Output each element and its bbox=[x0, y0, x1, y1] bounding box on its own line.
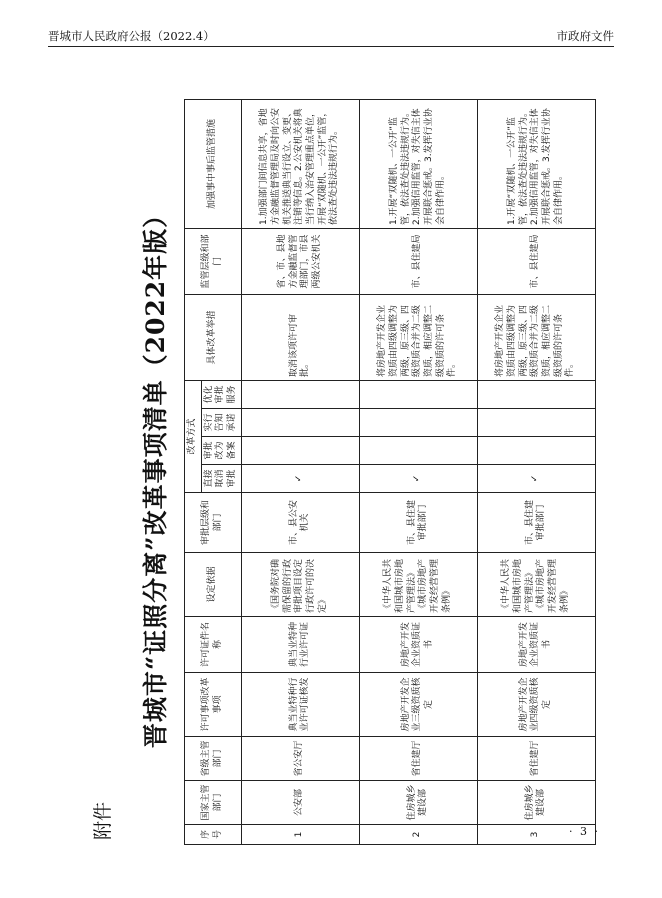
rotated-content bbox=[80, 80, 600, 870]
cell-to-filing bbox=[477, 437, 595, 465]
header-reform-group: 改革方式 bbox=[185, 380, 202, 492]
cell-license-name: 房地产开发企业资质证书 bbox=[477, 617, 595, 673]
cell-commitment bbox=[359, 409, 477, 437]
cell-supervision-level: 市、县住建局 bbox=[477, 228, 595, 294]
cell-supervision-measures: 1.开展“双随机、一公开”监管，依法查处违法违规行为。2.加强信用监管，对失信主体开展联合惩戒。3.发挥行业协会自律作用。 bbox=[359, 99, 477, 228]
cell-to-filing bbox=[359, 437, 477, 465]
cell-to-filing bbox=[241, 437, 359, 465]
page-number: · 3 · bbox=[569, 825, 600, 838]
header-license-name: 许可证件名称 bbox=[185, 617, 242, 673]
header-optimize: 优化审批服务 bbox=[201, 380, 241, 408]
header-commitment: 实行告知承诺 bbox=[201, 409, 241, 437]
header-item: 许可事项改革事项 bbox=[185, 673, 242, 737]
cell-direct-cancel: ✓ bbox=[359, 465, 477, 493]
header-national-dept: 国家主管部门 bbox=[185, 781, 242, 825]
cell-license-name: 典当业特种行业许可证 bbox=[241, 617, 359, 673]
table-row bbox=[477, 99, 595, 844]
header-approval-level: 审批层级和部门 bbox=[185, 493, 242, 553]
header-supervision-level: 监管层级和部门 bbox=[185, 228, 242, 294]
header-direct-cancel: 直接取消审批 bbox=[201, 465, 241, 493]
cell-commitment bbox=[241, 409, 359, 437]
header-basis: 设定依据 bbox=[185, 553, 242, 617]
page-header bbox=[48, 28, 614, 44]
cell-supervision-measures: 1.开展“双随机、一公开”监管，依法查处违法违规行为。2.加强信用监管，对失信主体开展联合惩戒。3.发挥行业协会自律作用。 bbox=[477, 99, 595, 228]
reform-items-table bbox=[184, 99, 596, 845]
cell-seq: 1 bbox=[241, 825, 359, 845]
header-seq: 序号 bbox=[185, 825, 242, 845]
cell-commitment bbox=[477, 409, 595, 437]
cell-basis: 《中华人民共和国城市房地产管理法》《城市房地产开发经营管理条例》 bbox=[477, 553, 595, 617]
cell-national-dept: 住房城乡建设部 bbox=[477, 781, 595, 825]
header-to-filing: 审批改为备案 bbox=[201, 437, 241, 465]
cell-national-dept: 住房城乡建设部 bbox=[359, 781, 477, 825]
cell-direct-cancel: ✓ bbox=[477, 465, 595, 493]
header-provincial-dept: 省级主管部门 bbox=[185, 737, 242, 781]
table-row bbox=[359, 99, 477, 844]
cell-supervision-measures: 1.加强部门间信息共享，省地方金融监督管理局及时向公安机关推送典当行设立、变更、注销等信息。2.公安机关将典当行纳入治安管理重点单位，开展“双随机、一公开”监管，依法查处违法违规行为。 bbox=[241, 99, 359, 228]
header-measures: 具体改革举措 bbox=[185, 294, 242, 380]
cell-provincial-dept: 省住建厅 bbox=[477, 737, 595, 781]
cell-optimize bbox=[241, 380, 359, 408]
cell-national-dept: 公安部 bbox=[241, 781, 359, 825]
header-rule bbox=[48, 46, 614, 47]
cell-basis: 《中华人民共和国城市房地产管理法》《城市房地产开发经营管理条例》 bbox=[359, 553, 477, 617]
cell-supervision-level: 市、县住建局 bbox=[359, 228, 477, 294]
cell-approval-level: 市、县住建审批部门 bbox=[359, 493, 477, 553]
cell-measures: 将房地产开发企业资质由四级调整为两级，原三级、四级资质合并为二级资质，相应调整二级资质的许可条件。 bbox=[477, 294, 595, 380]
cell-provincial-dept: 省住建厅 bbox=[359, 737, 477, 781]
cell-optimize bbox=[359, 380, 477, 408]
cell-seq: 2 bbox=[359, 825, 477, 845]
document-category: 市政府文件 bbox=[556, 29, 614, 43]
cell-item: 房地产开发企业四级资质核定 bbox=[477, 673, 595, 737]
cell-approval-level: 市、县公安机关 bbox=[241, 493, 359, 553]
cell-item: 房地产开发企业三级资质核定 bbox=[359, 673, 477, 737]
table-row bbox=[241, 99, 359, 844]
cell-provincial-dept: 省公安厅 bbox=[241, 737, 359, 781]
cell-measures: 将房地产开发企业资质由四级调整为两级，原三级、四级资质合并为二级资质，相应调整二级资质的许可条件。 bbox=[359, 294, 477, 380]
cell-seq: 3 bbox=[477, 825, 595, 845]
cell-measures: 取消该项许可审批。 bbox=[241, 294, 359, 380]
document-title: 晋城市“证照分离”改革事项清单（2022年版） bbox=[141, 201, 170, 749]
cell-basis: 《国务院对确需保留的行政审批项目设定行政许可的决定》 bbox=[241, 553, 359, 617]
cell-approval-level: 市、县住建审批部门 bbox=[477, 493, 595, 553]
table-header-row bbox=[185, 99, 202, 844]
cell-supervision-level: 省、市、县地方金融监督管理部门，市县两级公安机关 bbox=[241, 228, 359, 294]
cell-direct-cancel: ✓ bbox=[241, 465, 359, 493]
header-supervision-measures: 加强事中事后监管措施 bbox=[185, 99, 242, 228]
attachment-label: 附件 bbox=[92, 801, 114, 840]
cell-license-name: 房地产开发企业资质证书 bbox=[359, 617, 477, 673]
bulletin-title: 晋城市人民政府公报（2022.4） bbox=[48, 29, 215, 43]
cell-optimize bbox=[477, 380, 595, 408]
cell-item: 典当业特种行业许可证核发 bbox=[241, 673, 359, 737]
